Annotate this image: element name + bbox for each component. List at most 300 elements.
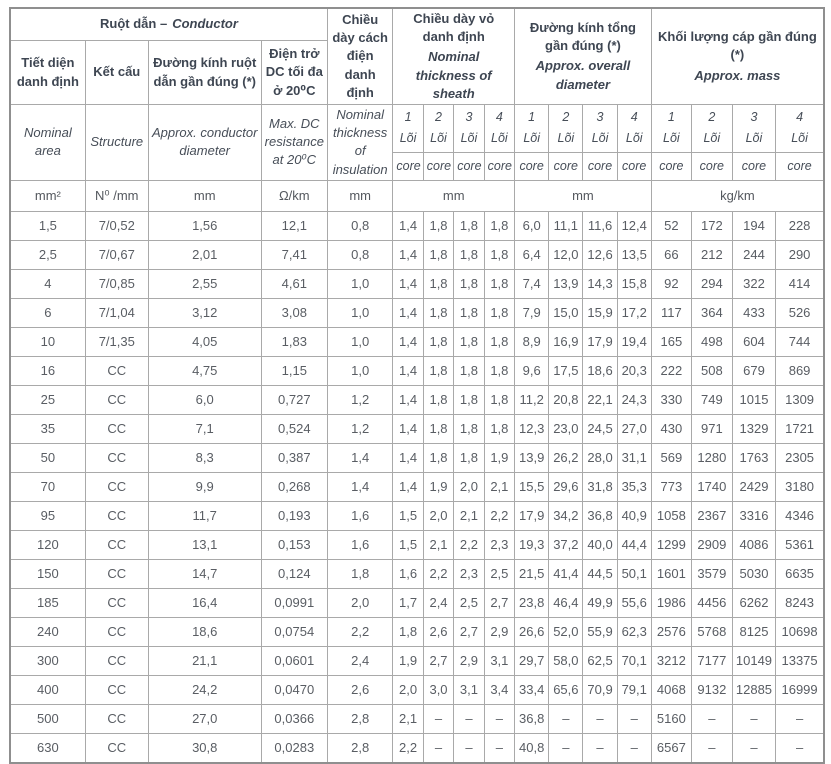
cell-sheath-1core: 1,7 — [393, 588, 423, 617]
cell-structure: 7/0,52 — [85, 211, 148, 240]
cell-mass-1core: 1299 — [651, 530, 691, 559]
unit-overall: mm — [515, 180, 652, 211]
cell-area: 240 — [10, 617, 85, 646]
mass-group-label-vi: Khối lượng cáp gần đúng (*) — [658, 29, 817, 63]
cell-structure: CC — [85, 559, 148, 588]
area-header-en: Nominal area — [10, 104, 85, 180]
cell-overall-2core: 23,0 — [549, 414, 583, 443]
table-row — [10, 211, 824, 240]
cell-mass-4core: 526 — [776, 298, 824, 327]
cell-insulation: 2,6 — [327, 675, 392, 704]
header-row-groups — [10, 8, 824, 41]
cell-overall-3core: 40,0 — [583, 530, 617, 559]
core-count: 4 — [630, 110, 638, 125]
core-word-header: core — [549, 153, 583, 181]
cell-overall-3core: 17,9 — [583, 327, 617, 356]
cell-mass-1core: 165 — [651, 327, 691, 356]
cell-sheath-2core: 2,4 — [423, 588, 453, 617]
cell-area: 10 — [10, 327, 85, 356]
cell-structure: CC — [85, 501, 148, 530]
mass-core-2-header — [691, 104, 732, 152]
cell-overall-1core: 12,3 — [515, 414, 549, 443]
cell-structure: 7/1,04 — [85, 298, 148, 327]
table-row — [10, 559, 824, 588]
cell-overall-3core: 14,3 — [583, 269, 617, 298]
cell-conductor-diameter: 16,4 — [148, 588, 261, 617]
cell-mass-3core: 322 — [732, 269, 775, 298]
cell-structure: CC — [85, 617, 148, 646]
cell-overall-4core: 50,1 — [617, 559, 651, 588]
table-body — [10, 211, 824, 763]
cell-structure: 7/1,35 — [85, 327, 148, 356]
cell-sheath-1core: 2,2 — [393, 733, 423, 763]
cell-overall-2core: 58,0 — [549, 646, 583, 675]
cell-resistance: 0,0470 — [261, 675, 327, 704]
sheath-group-label-vi: Chiều dày vỏ danh định — [413, 11, 495, 45]
cell-mass-1core: 4068 — [651, 675, 691, 704]
unit-diameter: mm — [148, 180, 261, 211]
cell-structure: CC — [85, 472, 148, 501]
core-word-header: core — [651, 153, 691, 181]
table-row — [10, 269, 824, 298]
cell-sheath-2core: 1,8 — [423, 327, 453, 356]
cell-area: 16 — [10, 356, 85, 385]
core-count: 3 — [596, 110, 604, 125]
cell-mass-1core: 222 — [651, 356, 691, 385]
table-row — [10, 414, 824, 443]
cell-area: 4 — [10, 269, 85, 298]
cell-overall-3core: 55,9 — [583, 617, 617, 646]
core-label: Lõi — [557, 131, 575, 146]
cell-resistance: 0,0283 — [261, 733, 327, 763]
cell-mass-1core: 52 — [651, 211, 691, 240]
insulation-header-en: Nominal thickness of insulation — [327, 104, 392, 180]
cell-conductor-diameter: 7,1 — [148, 414, 261, 443]
cell-conductor-diameter: 4,75 — [148, 356, 261, 385]
table-row — [10, 298, 824, 327]
cell-sheath-2core: 2,7 — [423, 646, 453, 675]
cell-mass-3core: – — [732, 704, 775, 733]
cell-overall-3core: 62,5 — [583, 646, 617, 675]
cell-overall-3core: 24,5 — [583, 414, 617, 443]
cell-sheath-4core: 2,3 — [484, 530, 514, 559]
cell-sheath-4core: – — [484, 704, 514, 733]
cell-sheath-1core: 1,4 — [393, 298, 423, 327]
cell-overall-4core: 31,1 — [617, 443, 651, 472]
cell-mass-1core: 3212 — [651, 646, 691, 675]
cell-conductor-diameter: 1,56 — [148, 211, 261, 240]
cell-insulation: 1,0 — [327, 269, 392, 298]
cell-sheath-3core: 3,1 — [454, 675, 484, 704]
cell-insulation: 1,0 — [327, 298, 392, 327]
cell-overall-3core: 22,1 — [583, 385, 617, 414]
cell-sheath-3core: 1,8 — [454, 240, 484, 269]
cell-mass-4core: 13375 — [776, 646, 824, 675]
cell-overall-4core: – — [617, 704, 651, 733]
cell-overall-2core: 12,0 — [549, 240, 583, 269]
cell-sheath-2core: 1,8 — [423, 240, 453, 269]
core-word-header: core — [423, 153, 453, 181]
cell-sheath-4core: 1,8 — [484, 356, 514, 385]
cell-overall-1core: 7,4 — [515, 269, 549, 298]
cell-sheath-2core: 1,8 — [423, 443, 453, 472]
cell-sheath-4core: 1,8 — [484, 327, 514, 356]
cell-sheath-1core: 1,4 — [393, 356, 423, 385]
table-row — [10, 617, 824, 646]
cell-overall-1core: 33,4 — [515, 675, 549, 704]
core-count: 2 — [562, 110, 570, 125]
area-header-vi: Tiết diện danh định — [10, 41, 85, 105]
cell-structure: CC — [85, 588, 148, 617]
cell-insulation: 0,8 — [327, 240, 392, 269]
cell-sheath-1core: 1,9 — [393, 646, 423, 675]
cell-sheath-3core: 2,9 — [454, 646, 484, 675]
cell-structure: 7/0,85 — [85, 269, 148, 298]
cell-mass-4core: 8243 — [776, 588, 824, 617]
table-row — [10, 646, 824, 675]
cell-insulation: 1,2 — [327, 385, 392, 414]
cell-overall-3core: 31,8 — [583, 472, 617, 501]
cell-mass-2core: 2909 — [691, 530, 732, 559]
cell-sheath-4core: 2,5 — [484, 559, 514, 588]
cell-overall-2core: 52,0 — [549, 617, 583, 646]
cell-mass-2core: 498 — [691, 327, 732, 356]
cell-sheath-3core: – — [454, 704, 484, 733]
cell-mass-2core: 971 — [691, 414, 732, 443]
structure-header-en: Structure — [85, 104, 148, 180]
cell-sheath-1core: 1,4 — [393, 211, 423, 240]
cell-mass-4core: 5361 — [776, 530, 824, 559]
cell-mass-4core: – — [776, 704, 824, 733]
table-row — [10, 443, 824, 472]
cell-resistance: 0,0991 — [261, 588, 327, 617]
core-count: 4 — [495, 110, 503, 125]
overall-core-1-header — [515, 104, 549, 152]
cell-structure: CC — [85, 733, 148, 763]
cell-overall-1core: 9,6 — [515, 356, 549, 385]
table-row — [10, 356, 824, 385]
mass-core-3-header — [732, 104, 775, 152]
cell-resistance: 3,08 — [261, 298, 327, 327]
cell-insulation: 1,6 — [327, 530, 392, 559]
unit-mass: kg/km — [651, 180, 824, 211]
overall-diameter-group-header — [515, 8, 652, 104]
core-label: Lõi — [399, 131, 417, 146]
cell-insulation: 1,4 — [327, 472, 392, 501]
cell-resistance: 0,0754 — [261, 617, 327, 646]
overall-core-2-header — [549, 104, 583, 152]
cell-overall-2core: 41,4 — [549, 559, 583, 588]
cell-area: 630 — [10, 733, 85, 763]
cell-overall-3core: 70,9 — [583, 675, 617, 704]
cell-overall-2core: – — [549, 704, 583, 733]
cell-conductor-diameter: 4,05 — [148, 327, 261, 356]
cell-mass-4core: 6635 — [776, 559, 824, 588]
cell-area: 2,5 — [10, 240, 85, 269]
cell-mass-3core: 1763 — [732, 443, 775, 472]
core-word-header: core — [617, 153, 651, 181]
cell-resistance: 0,124 — [261, 559, 327, 588]
table-row — [10, 530, 824, 559]
cell-overall-2core: 16,9 — [549, 327, 583, 356]
cell-resistance: 0,153 — [261, 530, 327, 559]
cell-insulation: 0,8 — [327, 211, 392, 240]
cell-overall-2core: 15,0 — [549, 298, 583, 327]
cell-mass-2core: 9132 — [691, 675, 732, 704]
cell-mass-3core: 10149 — [732, 646, 775, 675]
cell-area: 95 — [10, 501, 85, 530]
cell-mass-1core: 430 — [651, 414, 691, 443]
cell-mass-3core: 5030 — [732, 559, 775, 588]
core-label: Lõi — [663, 131, 680, 146]
cell-mass-3core: 2429 — [732, 472, 775, 501]
cell-overall-2core: 20,8 — [549, 385, 583, 414]
cell-sheath-2core: 1,8 — [423, 298, 453, 327]
cell-mass-4core: 869 — [776, 356, 824, 385]
cell-mass-2core: 5768 — [691, 617, 732, 646]
cell-overall-3core: – — [583, 733, 617, 763]
cell-mass-4core: 10698 — [776, 617, 824, 646]
cell-overall-4core: 13,5 — [617, 240, 651, 269]
cell-sheath-1core: 1,4 — [393, 269, 423, 298]
cell-overall-4core: 79,1 — [617, 675, 651, 704]
cell-sheath-3core: 2,3 — [454, 559, 484, 588]
cell-sheath-1core: 1,4 — [393, 414, 423, 443]
cell-sheath-3core: 1,8 — [454, 414, 484, 443]
unit-sheath: mm — [393, 180, 515, 211]
cell-overall-3core: – — [583, 704, 617, 733]
cell-sheath-2core: 1,9 — [423, 472, 453, 501]
cell-mass-2core: 294 — [691, 269, 732, 298]
cell-structure: CC — [85, 704, 148, 733]
cell-overall-1core: 15,5 — [515, 472, 549, 501]
unit-insulation: mm — [327, 180, 392, 211]
overall-core-3-header — [583, 104, 617, 152]
table-header — [10, 8, 824, 211]
cell-overall-1core: 36,8 — [515, 704, 549, 733]
structure-header-vi: Kết cấu — [85, 41, 148, 105]
cell-mass-3core: 12885 — [732, 675, 775, 704]
resistance-header-vi: Điện trở DC tối đa ở 20⁰C — [261, 41, 327, 105]
cable-spec-table — [9, 7, 825, 764]
cell-sheath-3core: – — [454, 733, 484, 763]
cell-resistance: 4,61 — [261, 269, 327, 298]
cell-mass-2core: 172 — [691, 211, 732, 240]
cell-mass-3core: 679 — [732, 356, 775, 385]
cell-sheath-3core: 1,8 — [454, 211, 484, 240]
cell-resistance: 0,727 — [261, 385, 327, 414]
sheath-core-2-header — [423, 104, 453, 152]
cell-conductor-diameter: 9,9 — [148, 472, 261, 501]
cell-overall-4core: 27,0 — [617, 414, 651, 443]
cell-mass-3core: 1015 — [732, 385, 775, 414]
cell-overall-2core: 29,6 — [549, 472, 583, 501]
cell-overall-1core: 21,5 — [515, 559, 549, 588]
cell-resistance: 0,268 — [261, 472, 327, 501]
table-row — [10, 385, 824, 414]
cell-sheath-2core: 2,2 — [423, 559, 453, 588]
cell-mass-2core: 212 — [691, 240, 732, 269]
cell-insulation: 2,2 — [327, 617, 392, 646]
cell-area: 35 — [10, 414, 85, 443]
core-count: 1 — [404, 110, 412, 125]
cell-mass-3core: 6262 — [732, 588, 775, 617]
core-label: Lõi — [791, 131, 808, 146]
cell-resistance: 0,524 — [261, 414, 327, 443]
cell-sheath-1core: 2,0 — [393, 675, 423, 704]
cell-overall-3core: 11,6 — [583, 211, 617, 240]
cell-overall-4core: 20,3 — [617, 356, 651, 385]
mass-core-4-header — [776, 104, 824, 152]
cell-sheath-3core: 2,2 — [454, 530, 484, 559]
table-row — [10, 240, 824, 269]
cell-sheath-2core: 2,0 — [423, 501, 453, 530]
cell-insulation: 1,0 — [327, 356, 392, 385]
cell-insulation: 2,0 — [327, 588, 392, 617]
cell-structure: CC — [85, 385, 148, 414]
cell-overall-1core: 19,3 — [515, 530, 549, 559]
cell-insulation: 1,0 — [327, 327, 392, 356]
cell-sheath-3core: 2,0 — [454, 472, 484, 501]
cell-structure: CC — [85, 675, 148, 704]
cell-overall-2core: 26,2 — [549, 443, 583, 472]
cell-overall-2core: – — [549, 733, 583, 763]
cell-structure: CC — [85, 414, 148, 443]
mass-group-label-en: Approx. mass — [694, 67, 781, 83]
core-count: 2 — [435, 110, 442, 125]
cell-area: 25 — [10, 385, 85, 414]
cell-sheath-2core: 2,1 — [423, 530, 453, 559]
conductor-group-label-vi: Ruột dẫn – — [100, 16, 168, 32]
cell-overall-4core: 19,4 — [617, 327, 651, 356]
core-word-header: core — [393, 153, 423, 181]
cell-mass-1core: 6567 — [651, 733, 691, 763]
cell-mass-2core: 508 — [691, 356, 732, 385]
cell-overall-2core: 37,2 — [549, 530, 583, 559]
cell-overall-2core: 13,9 — [549, 269, 583, 298]
core-label: Lõi — [703, 131, 721, 146]
cell-mass-1core: 66 — [651, 240, 691, 269]
cell-overall-1core: 40,8 — [515, 733, 549, 763]
conductor-group-header — [10, 8, 327, 41]
cell-insulation: 1,8 — [327, 559, 392, 588]
cell-sheath-4core: 1,8 — [484, 269, 514, 298]
cell-conductor-diameter: 14,7 — [148, 559, 261, 588]
cell-mass-4core: 1721 — [776, 414, 824, 443]
cell-overall-4core: 44,4 — [617, 530, 651, 559]
cell-conductor-diameter: 3,12 — [148, 298, 261, 327]
sheath-core-1-header — [393, 104, 423, 152]
cell-overall-4core: 17,2 — [617, 298, 651, 327]
cell-area: 400 — [10, 675, 85, 704]
cell-mass-3core: – — [732, 733, 775, 763]
cell-mass-2core: 1740 — [691, 472, 732, 501]
insulation-header-vi: Chiều dày cách điện danh định — [327, 8, 392, 104]
core-count: 3 — [465, 110, 473, 125]
cell-sheath-4core: 1,8 — [484, 211, 514, 240]
cell-overall-1core: 6,4 — [515, 240, 549, 269]
mass-core-1-header — [651, 104, 691, 152]
cell-sheath-4core: 2,7 — [484, 588, 514, 617]
cell-area: 50 — [10, 443, 85, 472]
table-row — [10, 733, 824, 763]
cell-mass-2core: 749 — [691, 385, 732, 414]
cell-overall-1core: 17,9 — [515, 501, 549, 530]
conductor-diameter-header-en: Approx. conductor diameter — [148, 104, 261, 180]
cell-insulation: 2,8 — [327, 704, 392, 733]
cell-overall-1core: 26,6 — [515, 617, 549, 646]
cell-mass-4core: 228 — [776, 211, 824, 240]
cell-mass-3core: 433 — [732, 298, 775, 327]
cell-overall-4core: – — [617, 733, 651, 763]
cell-mass-1core: 1058 — [651, 501, 691, 530]
cell-sheath-4core: 1,9 — [484, 443, 514, 472]
cell-conductor-diameter: 8,3 — [148, 443, 261, 472]
cell-sheath-4core: 1,8 — [484, 298, 514, 327]
cell-mass-2core: 364 — [691, 298, 732, 327]
cell-conductor-diameter: 24,2 — [148, 675, 261, 704]
cell-resistance: 12,1 — [261, 211, 327, 240]
table-row — [10, 704, 824, 733]
core-count: 4 — [796, 110, 804, 125]
cell-conductor-diameter: 2,55 — [148, 269, 261, 298]
cell-insulation: 1,2 — [327, 414, 392, 443]
cell-mass-1core: 1986 — [651, 588, 691, 617]
cell-mass-2core: – — [691, 733, 732, 763]
cell-area: 1,5 — [10, 211, 85, 240]
cell-sheath-3core: 1,8 — [454, 269, 484, 298]
cell-mass-1core: 1601 — [651, 559, 691, 588]
cell-sheath-3core: 1,8 — [454, 327, 484, 356]
cell-mass-4core: 1309 — [776, 385, 824, 414]
cell-overall-2core: 34,2 — [549, 501, 583, 530]
cell-conductor-diameter: 2,01 — [148, 240, 261, 269]
cell-mass-3core: 1329 — [732, 414, 775, 443]
cell-mass-2core: 4456 — [691, 588, 732, 617]
unit-area: mm² — [10, 180, 85, 211]
cell-sheath-3core: 1,8 — [454, 356, 484, 385]
cell-insulation: 2,4 — [327, 646, 392, 675]
cell-overall-2core: 11,1 — [549, 211, 583, 240]
cell-sheath-4core: 1,8 — [484, 385, 514, 414]
core-label: Lõi — [745, 131, 763, 146]
cell-mass-4core: – — [776, 733, 824, 763]
cell-sheath-1core: 1,5 — [393, 501, 423, 530]
cell-mass-2core: 2367 — [691, 501, 732, 530]
overall-core-4-header — [617, 104, 651, 152]
cell-overall-3core: 44,5 — [583, 559, 617, 588]
cell-sheath-1core: 1,4 — [393, 385, 423, 414]
cell-structure: CC — [85, 443, 148, 472]
cell-sheath-4core: 2,9 — [484, 617, 514, 646]
cell-sheath-4core: 2,1 — [484, 472, 514, 501]
cell-resistance: 0,0601 — [261, 646, 327, 675]
core-word-header: core — [454, 153, 484, 181]
cell-overall-1core: 6,0 — [515, 211, 549, 240]
cell-sheath-2core: 1,8 — [423, 414, 453, 443]
cell-mass-2core: – — [691, 704, 732, 733]
cell-sheath-2core: 1,8 — [423, 385, 453, 414]
cell-area: 300 — [10, 646, 85, 675]
core-count: 3 — [750, 110, 758, 125]
cell-mass-3core: 244 — [732, 240, 775, 269]
conductor-group-label-en: Conductor — [172, 16, 238, 32]
core-label: Lõi — [460, 131, 478, 146]
overall-diameter-group-label-en: Approx. overall diameter — [535, 58, 631, 92]
cell-overall-4core: 12,4 — [617, 211, 651, 240]
cell-overall-2core: 46,4 — [549, 588, 583, 617]
cell-sheath-1core: 1,6 — [393, 559, 423, 588]
